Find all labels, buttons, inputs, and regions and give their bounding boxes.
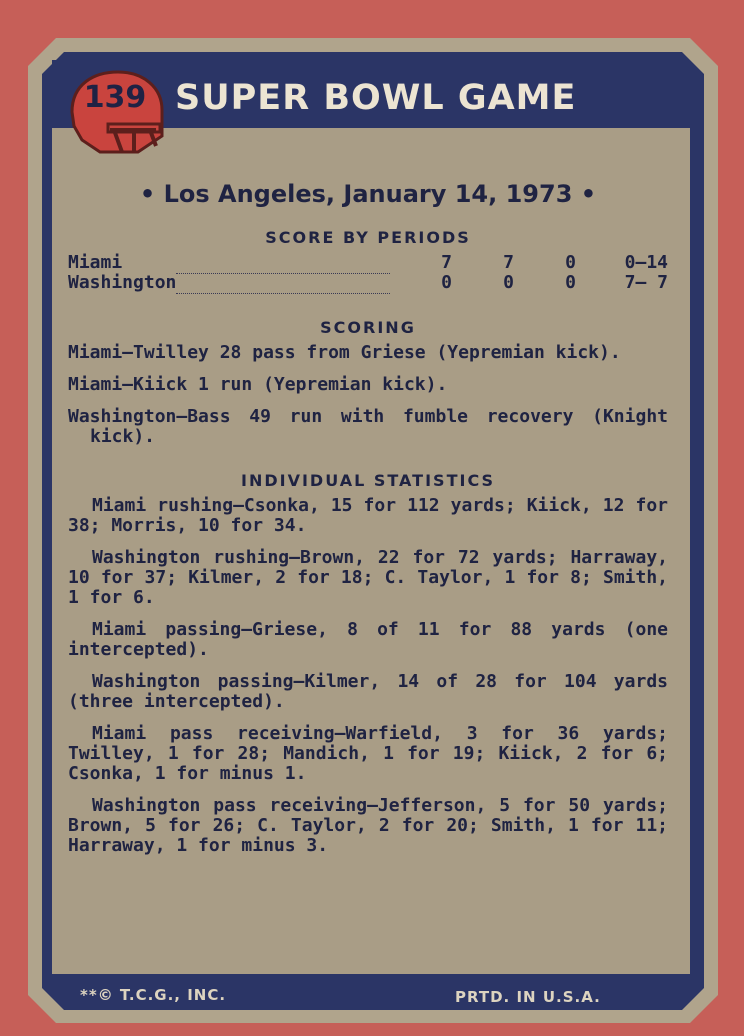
printed-in-line: PRTD. IN U.S.A.	[455, 988, 601, 1006]
stat-paragraph: Washington pass receiving—Jefferson, 5 for 50 yards; Brown, 5 for 26; C. Taylor, 2 for 20; Smith, 1 for 11; Harraway, 1 for minus 3.	[68, 794, 668, 856]
stat-paragraph: Miami passing—Griese, 8 of 11 for 88 yards (one intercepted).	[68, 618, 668, 660]
copyright-line: **© T.C.G., INC.	[80, 986, 227, 1004]
scoring-play: Washington—Bass 49 run with fumble recovery (Knight kick).	[68, 405, 668, 447]
period-score-total: 0—14	[624, 252, 668, 273]
scoring-heading: SCORING	[320, 317, 416, 337]
team-name: Washington	[68, 272, 177, 293]
score-table	[68, 253, 668, 294]
period-score: 0	[565, 272, 576, 293]
scoring-play: Miami—Kiick 1 run (Yepremian kick).	[68, 373, 448, 395]
scoring-play: Miami—Twilley 28 pass from Griese (Yepremian kick).	[68, 341, 621, 363]
table-row	[68, 273, 668, 293]
dot-leader	[176, 253, 390, 273]
stat-paragraph: Miami rushing—Csonka, 15 for 112 yards; Kiick, 12 for 38; Morris, 10 for 34.	[68, 494, 668, 536]
period-score-total: 7— 7	[624, 272, 668, 293]
card-number: 139	[83, 80, 147, 115]
dot-leader	[176, 273, 390, 293]
period-score: 0	[503, 272, 514, 293]
stat-paragraph: Washington passing—Kilmer, 14 of 28 for 104 yards (three intercepted).	[68, 670, 668, 712]
game-location-date: • Los Angeles, January 14, 1973 •	[139, 180, 597, 208]
card-content	[68, 180, 668, 868]
period-score: 7	[441, 252, 452, 273]
card-title: SUPER BOWL GAME	[175, 78, 577, 118]
stat-paragraph: Washington rushing—Brown, 22 for 72 yards; Harraway, 10 for 37; Kilmer, 2 for 18; C. Taylor, 1 for 8; Smith, 1 for 6.	[68, 546, 668, 608]
period-score: 0	[565, 252, 576, 273]
period-score: 7	[503, 252, 514, 273]
score-by-periods-heading: SCORE BY PERIODS	[265, 228, 471, 247]
table-row	[68, 253, 668, 273]
individual-statistics-heading: INDIVIDUAL STATISTICS	[241, 470, 495, 490]
stat-paragraph: Miami pass receiving—Warfield, 3 for 36 yards; Twilley, 1 for 28; Mandich, 1 for 19; Kiick, 2 for 6; Csonka, 1 for minus 1.	[68, 722, 668, 784]
team-name: Miami	[68, 252, 123, 273]
period-score: 0	[441, 272, 452, 293]
